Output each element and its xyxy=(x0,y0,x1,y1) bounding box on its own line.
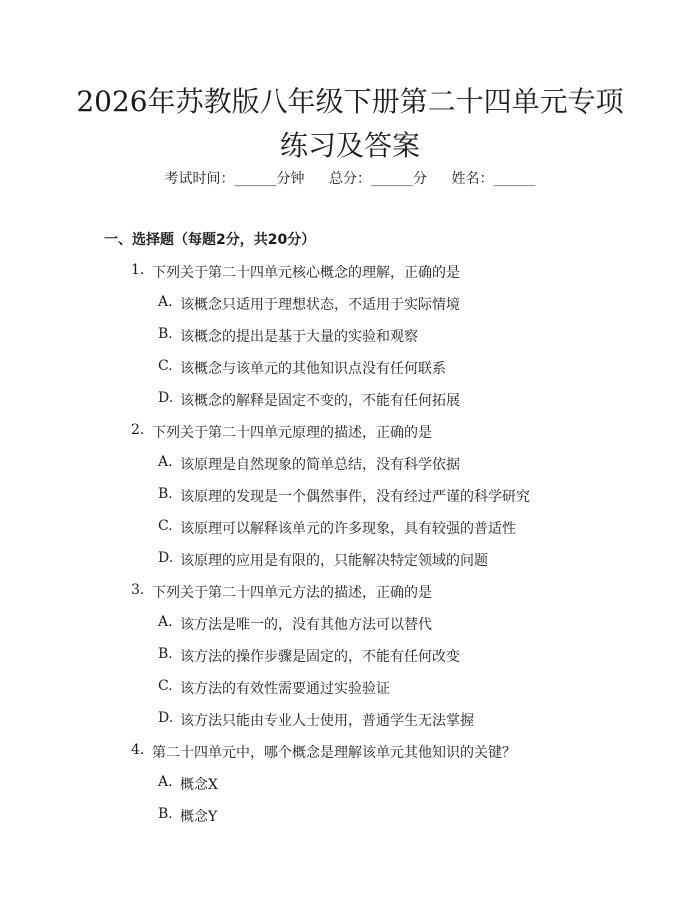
question-number: 4. xyxy=(131,742,145,758)
option-letter: C. xyxy=(158,678,173,694)
option-text: 该概念只适用于理想状态，不适用于实际情境 xyxy=(180,297,460,313)
answer-option xyxy=(0,800,700,832)
question-number: 3. xyxy=(131,582,145,598)
option-text: 该原理的发现是一个偶然事件，没有经过严谨的科学研究 xyxy=(180,489,530,505)
option-letter: B. xyxy=(158,806,173,822)
section-heading: 一、选择题（每题2分，共20分） xyxy=(104,232,316,248)
option-text: 概念Y xyxy=(180,809,218,825)
answer-option xyxy=(0,384,700,416)
option-text: 概念X xyxy=(180,777,218,793)
question-number: 1. xyxy=(131,262,145,278)
option-letter: D. xyxy=(158,390,174,406)
option-text: 该方法是唯一的，没有其他方法可以替代 xyxy=(180,617,432,633)
answer-option xyxy=(0,512,700,544)
answer-option xyxy=(0,352,700,384)
answer-option xyxy=(0,608,700,640)
option-text: 该原理是自然现象的简单总结，没有科学依据 xyxy=(180,457,460,473)
title-line-1: 2026年苏教版八年级下册第二十四单元专项 xyxy=(76,85,624,118)
option-letter: A. xyxy=(158,774,173,790)
answer-option xyxy=(0,704,700,736)
question-stem: 第二十四单元中，哪个概念是理解该单元其他知识的关键？ xyxy=(152,745,516,761)
answer-option xyxy=(0,672,700,704)
option-letter: B. xyxy=(158,486,173,502)
answer-option xyxy=(0,448,700,480)
answer-option xyxy=(0,320,700,352)
option-letter: B. xyxy=(158,326,173,342)
option-letter: C. xyxy=(158,358,173,374)
option-text: 该方法的操作步骤是固定的，不能有任何改变 xyxy=(180,649,460,665)
question-stem: 下列关于第二十四单元方法的描述，正确的是 xyxy=(152,585,432,601)
question-item xyxy=(0,416,700,448)
title-line-2: 练习及答案 xyxy=(279,129,420,162)
exam-meta xyxy=(0,168,700,188)
option-text: 该原理的应用是有限的，只能解决特定领域的问题 xyxy=(180,553,488,569)
total-score-field: 总分：______分 xyxy=(329,171,427,187)
answer-option xyxy=(0,288,700,320)
option-letter: D. xyxy=(158,710,174,726)
question-stem: 下列关于第二十四单元核心概念的理解，正确的是 xyxy=(152,265,460,281)
question-item xyxy=(0,576,700,608)
option-text: 该原理可以解释该单元的许多现象，具有较强的普适性 xyxy=(180,521,516,537)
option-letter: C. xyxy=(158,518,173,534)
answer-option xyxy=(0,768,700,800)
option-text: 该方法只能由专业人士使用，普通学生无法掌握 xyxy=(180,713,474,729)
question-number: 2. xyxy=(131,422,145,438)
option-letter: A. xyxy=(158,294,173,310)
exam-time-field: 考试时间：______分钟 xyxy=(164,171,305,187)
option-text: 该概念的提出是基于大量的实验和观察 xyxy=(180,329,418,345)
option-letter: A. xyxy=(158,614,173,630)
student-name-field: 姓名：______ xyxy=(451,171,536,187)
option-text: 该概念与该单元的其他知识点没有任何联系 xyxy=(180,361,446,377)
option-letter: A. xyxy=(158,454,173,470)
option-text: 该概念的解释是固定不变的，不能有任何拓展 xyxy=(180,393,460,409)
question-list xyxy=(0,256,700,832)
question-item xyxy=(0,736,700,768)
answer-option xyxy=(0,640,700,672)
question-stem: 下列关于第二十四单元原理的描述，正确的是 xyxy=(152,425,432,441)
option-text: 该方法的有效性需要通过实验验证 xyxy=(180,681,390,697)
option-letter: B. xyxy=(158,646,173,662)
question-item xyxy=(0,256,700,288)
option-letter: D. xyxy=(158,550,174,566)
answer-option xyxy=(0,544,700,576)
document-title xyxy=(0,80,700,168)
answer-option xyxy=(0,480,700,512)
